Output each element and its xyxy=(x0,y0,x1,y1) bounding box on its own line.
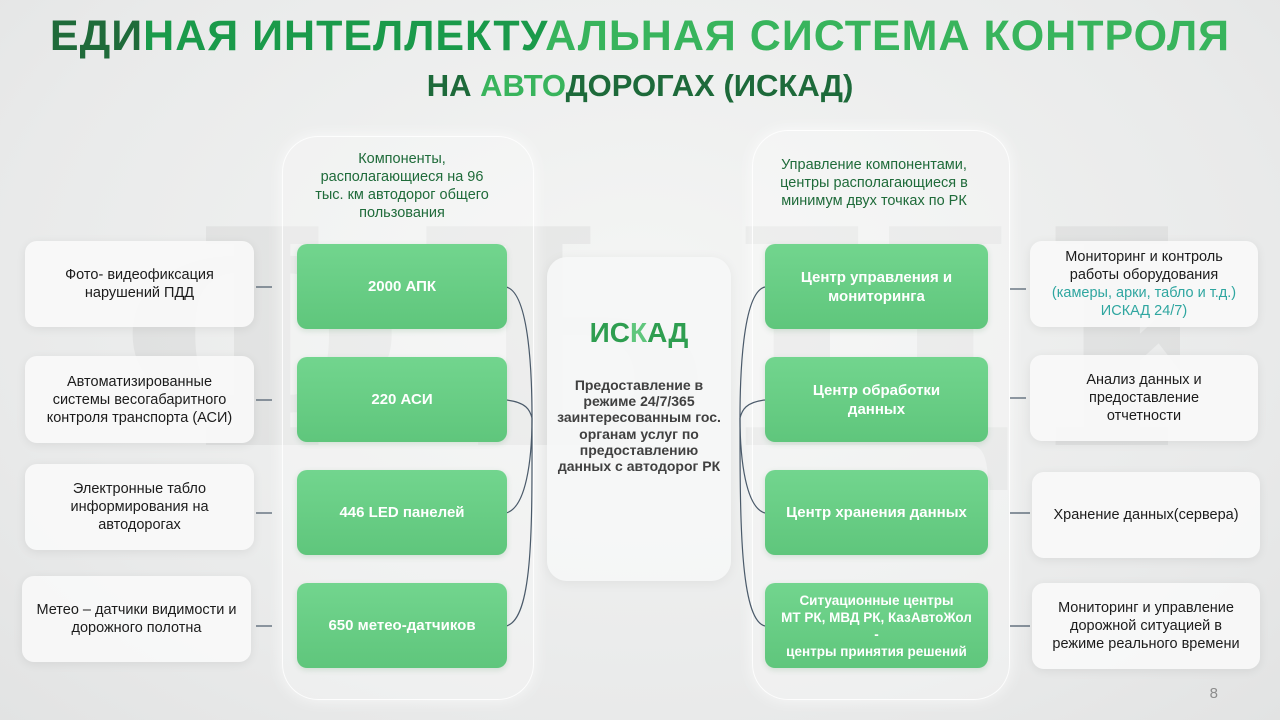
component-apk-box: 2000 АПК xyxy=(297,244,507,329)
page-title: ЕДИНАЯ ИНТЕЛЛЕКТУАЛЬНАЯ СИСТЕМА КОНТРОЛЯ xyxy=(49,12,1231,60)
right-description-monitoring: Мониторинг и контроль работы оборудования (камеры, арки, табло и т.д.) ИСКАД 24/7) xyxy=(1030,241,1258,327)
center-data-processing-box: Центр обработки данных xyxy=(765,357,988,442)
component-meteo-box: 650 метео-датчиков xyxy=(297,583,507,668)
management-panel-title: Управление компонентами, центры располагающиеся в минимум двух точках по РК xyxy=(780,157,968,209)
components-panel-title: Компоненты, располагающиеся на 96 тыс. км автодорог общего пользования xyxy=(315,151,489,221)
situational-centers-box: Ситуационные центры МТ РК, МВД РК, КазАвтоЖол - центры принятия решений xyxy=(765,583,988,668)
left-description-meteo: Метео – датчики видимости и дорожного полотна xyxy=(22,576,251,662)
page-subtitle: НА АВТОДОРОГАХ (ИСКАД) xyxy=(426,68,854,103)
iskad-center-box xyxy=(547,257,731,581)
page-number: 8 xyxy=(1209,685,1218,702)
left-description-led: Электронные табло информирования на автодорогах xyxy=(25,464,254,550)
center-management-monitoring-box: Центр управления и мониторинга xyxy=(765,244,988,329)
component-asi-box: 220 АСИ xyxy=(297,357,507,442)
left-description-asi: Автоматизированные системы весогабаритного контроля транспорта (АСИ) xyxy=(25,356,254,443)
center-data-storage-box: Центр хранения данных xyxy=(765,470,988,555)
right-description-situation: Мониторинг и управление дорожной ситуацией в режиме реального времени xyxy=(1032,583,1260,669)
right-description-storage: Хранение данных(сервера) xyxy=(1032,472,1260,558)
component-led-box: 446 LED панелей xyxy=(297,470,507,555)
right-description-analysis: Анализ данных и предоставление отчетности xyxy=(1030,355,1258,441)
iskad-description: Предоставление в режиме 24/7/365 заинтересованным гос. органам услуг по предоставлению данных с автодорог РК xyxy=(557,377,721,475)
iskad-title: ИСКАД xyxy=(589,317,689,348)
left-description-photo-video: Фото- видеофиксация нарушений ПДД xyxy=(25,241,254,327)
